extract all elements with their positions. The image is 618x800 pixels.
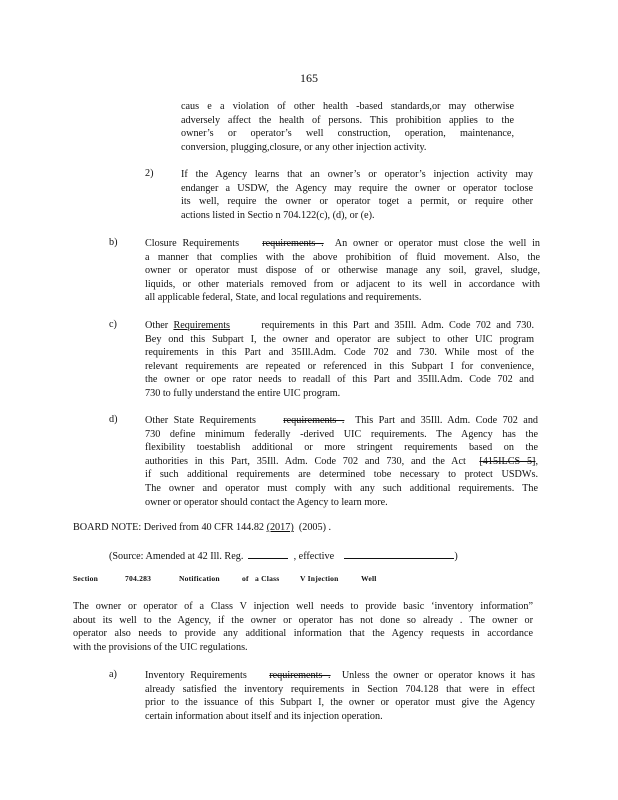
text-line: if such additional requirements are determined tobe necessary to protect USDWs.	[145, 469, 538, 481]
text-line: The owner or operator of a Class V injection well needs to provide basic ‘inventory information”	[73, 601, 533, 612]
section-heading	[73, 574, 377, 583]
continuation-paragraph	[181, 100, 514, 154]
body-text: An owner or operator must close the well in	[334, 238, 540, 249]
text-line: relevant requirements are repeated or referenced in this Subpart I for convenience,	[145, 360, 534, 372]
struck-text: requirements .	[262, 238, 324, 249]
item-2-paragraph	[181, 168, 533, 222]
text-line: liquids, or other materials removed from or adjacent to its well in accordance with	[145, 278, 540, 290]
text-line: 730 define minimum federally -derived UIC requirements. The Agency has the	[145, 428, 538, 440]
item-label-d: d)	[109, 414, 118, 425]
text-line: The owner and operator must comply with any such additional requirements. The	[145, 482, 538, 494]
section-title-word: V Injection	[300, 574, 339, 583]
item-label-c: c)	[109, 319, 117, 330]
item-c-paragraph	[145, 319, 534, 401]
text-line: Bey ond this Subpart I, the owner and operator are subject to other UIC program	[145, 333, 534, 345]
text-line	[145, 237, 540, 251]
text-line: already satisfied the inventory requirements in Section 704.128 that were in effect	[145, 683, 535, 695]
text-line: operator also needs to provide any additional information that the Agency requests in accordance	[73, 628, 533, 640]
text-line: actions listed in Sectio n 704.122(c), (d), or (e).	[181, 209, 375, 221]
text-line	[145, 669, 535, 683]
heading-text: Other State Requirements	[145, 415, 257, 426]
text-line: prior to the issuance of this Subpart I, the owner or operator must give the Agency	[145, 697, 535, 709]
heading-text: Inventory Requirements	[145, 670, 247, 681]
item-label-a: a)	[109, 669, 117, 680]
heading-text: Other	[145, 320, 169, 331]
text-line: If the Agency learns that an owner’s or operator’s injection activity may	[181, 169, 533, 180]
blank-line	[248, 549, 288, 559]
text-line: 730 to fully understand the entire UIC program.	[145, 387, 341, 399]
body-text: authorities in this Part, 35Ill. Adm. Code 702 and 730, and the Act	[145, 455, 466, 467]
struck-text: requirements .	[269, 670, 331, 681]
body-text: This Part and 35Ill. Adm. Code 702 and	[355, 415, 539, 426]
text-line: caus e a violation of other health -based standards,or may otherwise	[181, 101, 514, 112]
text-line: endanger a USDW, the Agency may require the owner or operator toclose	[181, 182, 533, 194]
source-text: (Source: Amended at 42 Ill. Reg.	[109, 551, 244, 562]
body-text: Unless the owner or operator knows it has	[341, 670, 535, 681]
text-line	[73, 521, 393, 535]
text-line: owner’s or operator’s well construction, operation, maintenance,	[181, 128, 514, 140]
text-line: flexibility toestablish additional or more stringent requirements based on the	[145, 442, 538, 454]
inserted-text: Requirements	[173, 320, 231, 331]
text-line: requirements in this Part and 35Ill.Adm. Code 702 and 730. While most of the	[145, 347, 534, 359]
section-title-word: of	[242, 574, 249, 583]
text-line	[145, 414, 538, 428]
text-line: certain information about itself and its injection operation.	[145, 710, 383, 722]
blank-line	[344, 549, 454, 559]
inserted-text: (2017)	[266, 522, 294, 533]
text-line: adversely affect the health of persons. This prohibition applies to the	[181, 114, 514, 126]
section-title-word: a Class	[255, 574, 280, 583]
body-text: requirements in this Part and 35Ill. Adm. Code 702 and 730.	[261, 320, 535, 331]
source-note	[109, 549, 509, 564]
body-text: ,	[535, 455, 538, 467]
text-line: (Source: Amended at 42 Ill. Reg. , effective )	[109, 551, 458, 562]
item-label-2: 2)	[145, 168, 154, 179]
heading-text: Closure Requirements	[145, 238, 240, 249]
text-line: the owner or ope rator needs to readall of this Part and 35Ill.Adm. Code 702 and	[145, 374, 534, 386]
struck-text: requirements .	[283, 415, 345, 426]
page-number: 165	[300, 71, 318, 85]
text-line: its well, require the owner or operator toget a permit, or require other	[181, 196, 533, 208]
section-title-word: Well	[361, 574, 377, 583]
text-line	[145, 319, 534, 333]
section-number: 704.283	[125, 574, 152, 583]
text-line: about its well to the Agency, if the owner or operator has not done so already . The owner or	[73, 614, 533, 626]
text-line: owner or operator must dispose of or otherwise manage any soil, gravel, sludge,	[145, 265, 540, 277]
section-title-word: Notification	[179, 574, 220, 583]
section-intro-paragraph	[73, 600, 533, 654]
text-line: a manner that complies with the above prohibition of fluid movement. Also, the	[145, 251, 540, 263]
item-a-paragraph	[145, 669, 535, 723]
item-label-b: b)	[109, 237, 118, 248]
item-d-paragraph	[145, 414, 538, 509]
text-line	[145, 455, 538, 469]
text-line: owner or operator should contact the Agency to learn more.	[145, 496, 388, 508]
section-label: Section	[73, 574, 99, 583]
text-line: all applicable federal, State, and local regulations and requirements.	[145, 292, 422, 304]
board-note-text: (2005) .	[298, 522, 332, 533]
source-text: , effective	[293, 551, 335, 562]
board-note-text: BOARD NOTE: Derived from 40 CFR 144.82	[73, 522, 265, 533]
text-line: conversion, plugging,closure, or any other injection activity.	[181, 141, 427, 153]
text-line: with the provisions of the UIC regulations.	[73, 641, 248, 653]
item-b-paragraph	[145, 237, 540, 305]
board-note	[73, 521, 393, 535]
struck-text: [415ILCS 5]	[479, 455, 536, 467]
